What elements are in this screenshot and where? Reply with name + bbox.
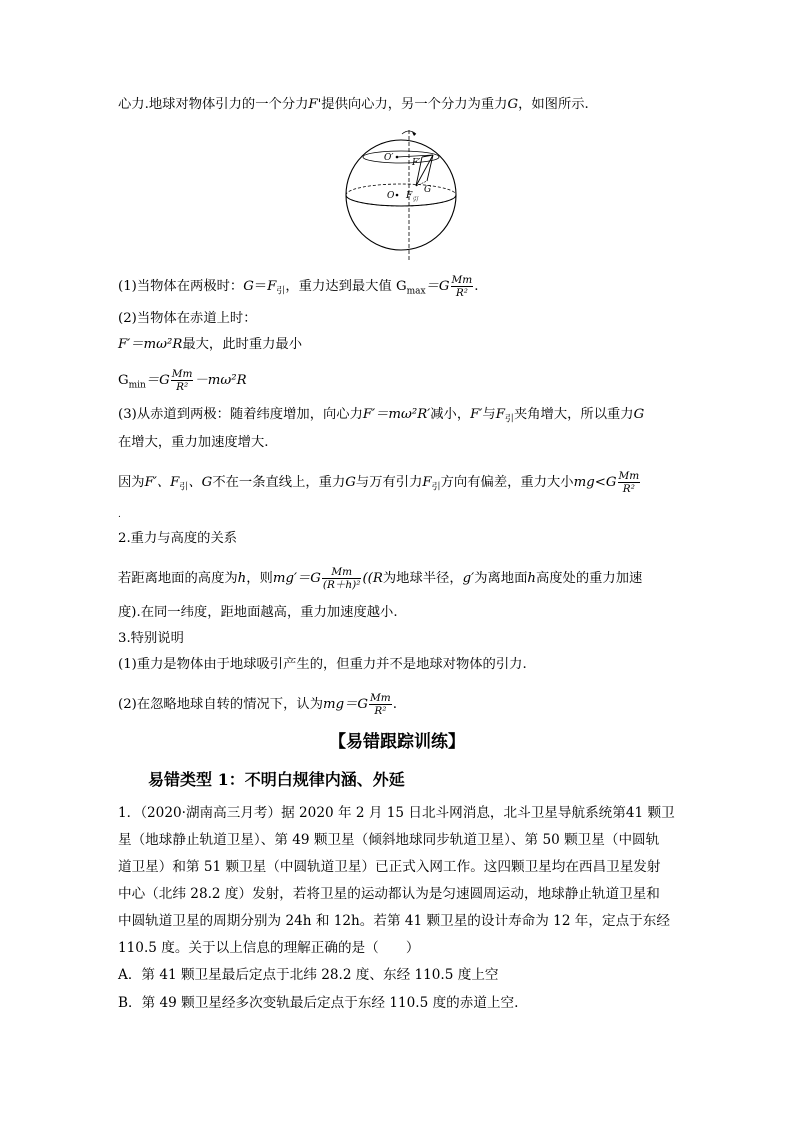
- case1-f: F: [267, 279, 277, 294]
- case1-g: G: [243, 279, 254, 294]
- question-line-5: 中圆轨道卫星的周期分别为 24h 和 12h。若第 41 颗卫星的设计寿命为 12 年，定点于东经: [118, 913, 670, 929]
- because-num: Mm: [618, 470, 640, 482]
- label-yin-sub: 引: [412, 196, 419, 203]
- intro-text-3: ，如图所示.: [518, 97, 589, 112]
- s2-gp: g′: [462, 571, 475, 586]
- s2-a: 若距离地面的高度为: [118, 571, 238, 586]
- gmin-sub: min: [128, 380, 146, 391]
- s2-f: 高度处的重力加速: [535, 571, 643, 586]
- intro-text-2: '提供向心力，另一个分力为重力: [317, 97, 508, 112]
- because-g: F: [422, 475, 432, 490]
- gmin-num: Mm: [171, 368, 193, 380]
- case1-line: [118, 274, 478, 299]
- gmin-tail: －mω²R: [194, 373, 247, 388]
- case2-title: (2)当物体在赤道上时：: [118, 311, 257, 326]
- case2-text: 最大，此时重力最小: [182, 337, 303, 352]
- case3-a: (3)从赤道到两极：随着纬度增加，向心力: [118, 407, 363, 422]
- because-fraction: [618, 470, 641, 495]
- case1-eq: ＝: [253, 279, 268, 294]
- intro-line: [118, 96, 589, 114]
- because-b-sub: 引: [179, 482, 189, 493]
- s2-mg: mg′＝G: [272, 571, 321, 586]
- because-f: 与万有引力: [355, 475, 423, 490]
- intro-f: F: [308, 97, 318, 112]
- because-i: mg<G: [573, 475, 617, 490]
- s2-num: Mm: [322, 566, 362, 579]
- case2-formula: F′＝mω²R: [118, 337, 183, 352]
- case1-max-sub: max: [406, 286, 426, 297]
- case3-h: G: [633, 407, 645, 422]
- s2-d: 为地球半径，: [382, 571, 463, 586]
- because-a: 因为: [118, 475, 145, 490]
- because-line: [118, 470, 641, 495]
- s3-fraction: [369, 692, 392, 717]
- earth-force-diagram: [336, 124, 466, 264]
- question-line-6: 110.5 度。关于以上信息的理解正确的是（ ）: [118, 940, 420, 956]
- label-g: G: [424, 185, 432, 195]
- s2-h: h: [237, 571, 247, 586]
- gmin-eq: ＝G: [145, 373, 170, 388]
- section3-item1: (1)重力是物体由于地球吸引产生的，但重力并不是地球对物体的引力.: [118, 657, 527, 672]
- s3-den: R²: [374, 705, 387, 717]
- because-d: 不在一条直线上，重力: [212, 475, 346, 490]
- case3-line2: 在增大，重力加速度增大.: [118, 435, 269, 450]
- case1-fraction: [451, 274, 474, 299]
- s3-item2-a: (2)在忽略地球自转的情况下，认为: [118, 697, 323, 712]
- case3-f: F: [495, 407, 505, 422]
- section3-item2: [118, 692, 397, 717]
- because-c: 、G: [188, 475, 213, 490]
- case3-c: 减小，: [430, 407, 471, 422]
- because-dot: .: [118, 510, 121, 520]
- intro-g: G: [507, 97, 519, 112]
- s2-den: (R＋h)²: [322, 579, 361, 591]
- section2-title: 2.重力与高度的关系: [118, 531, 238, 546]
- label-f-prime: F′: [412, 158, 421, 168]
- section-heading: 【易错跟踪训练】: [329, 732, 465, 752]
- case1-den: R²: [455, 287, 468, 299]
- label-o-prime: O′: [384, 153, 394, 163]
- because-den: R²: [622, 483, 635, 495]
- label-f-yin: F: [406, 191, 413, 201]
- s2-c: ((R: [362, 571, 383, 586]
- case3-b: F′＝mω²R′: [362, 407, 431, 422]
- case3-e: 与: [482, 407, 496, 422]
- case2-gmin-line: [118, 368, 247, 393]
- s2-e: 为离地面: [474, 571, 528, 586]
- case3-g: 夹角增大，所以重力: [513, 407, 634, 422]
- s2-fraction: [322, 566, 362, 591]
- error-type-heading: 易错类型 1：不明白规律内涵、外延: [148, 770, 405, 789]
- because-e: G: [345, 475, 356, 490]
- because-b: F′、F: [144, 475, 180, 490]
- question-line-4: 中心（北纬 28.2 度）发射，若将卫星的运动都认为是匀速圆周运动，地球静止轨道卫星和: [118, 886, 660, 902]
- question-line-3: 道卫星）和第 51 颗卫星（中圆轨道卫星）已正式入网工作。这四颗卫星均在西昌卫星发射: [118, 859, 661, 875]
- case1-prefix: (1)当物体在两极时：: [118, 279, 244, 294]
- case3-line1: [118, 406, 644, 424]
- label-o: O: [387, 191, 395, 201]
- case1-num: Mm: [451, 274, 473, 286]
- section2-line2: 度).在同一纬度，距地面越高，重力加速度越小.: [118, 605, 398, 620]
- gmin-den: R²: [176, 381, 189, 393]
- s2-b: ，则: [246, 571, 273, 586]
- gmin-lead: G: [118, 373, 129, 388]
- s3-num: Mm: [370, 692, 391, 704]
- case3-f-sub: 引: [504, 414, 514, 425]
- intro-text: 心力.地球对物体引力的一个分力: [118, 97, 309, 112]
- question-line-1: 1．（2020·湖南高三月考）据 2020 年 2 月 15 日北斗网消息，北斗卫星导航系统第41 颗卫: [118, 805, 675, 821]
- option-a: A．第 41 颗卫星最后定点于北纬 28.2 度、东经 110.5 度上空: [118, 967, 499, 983]
- because-g-sub: 引: [431, 482, 441, 493]
- case2-line1: [118, 336, 302, 354]
- case1-eq2: ＝G: [425, 279, 450, 294]
- case1-f-sub: 引: [276, 286, 286, 297]
- because-h: 方向有偏差，重力大小: [440, 475, 574, 490]
- case1-end: .: [474, 279, 479, 294]
- gmin-fraction: [171, 368, 194, 393]
- section3-title: 3.特别说明: [118, 631, 184, 646]
- section2-line1: [118, 566, 642, 591]
- case1-mid: ，重力达到最大值 G: [285, 279, 407, 294]
- s3-item2-b: mg＝G: [323, 697, 369, 712]
- case3-d: F′: [470, 407, 483, 422]
- s3-dot: .: [392, 697, 397, 712]
- question-line-2: 星（地球静止轨道卫星）、第 49 颗卫星（倾斜地球同步轨道卫星）、第 50 颗卫星（中圆轨: [118, 832, 660, 848]
- s2-h2: h: [527, 571, 536, 586]
- option-b: B．第 49 颗卫星经多次变轨最后定点于东经 110.5 度的赤道上空.: [118, 995, 519, 1011]
